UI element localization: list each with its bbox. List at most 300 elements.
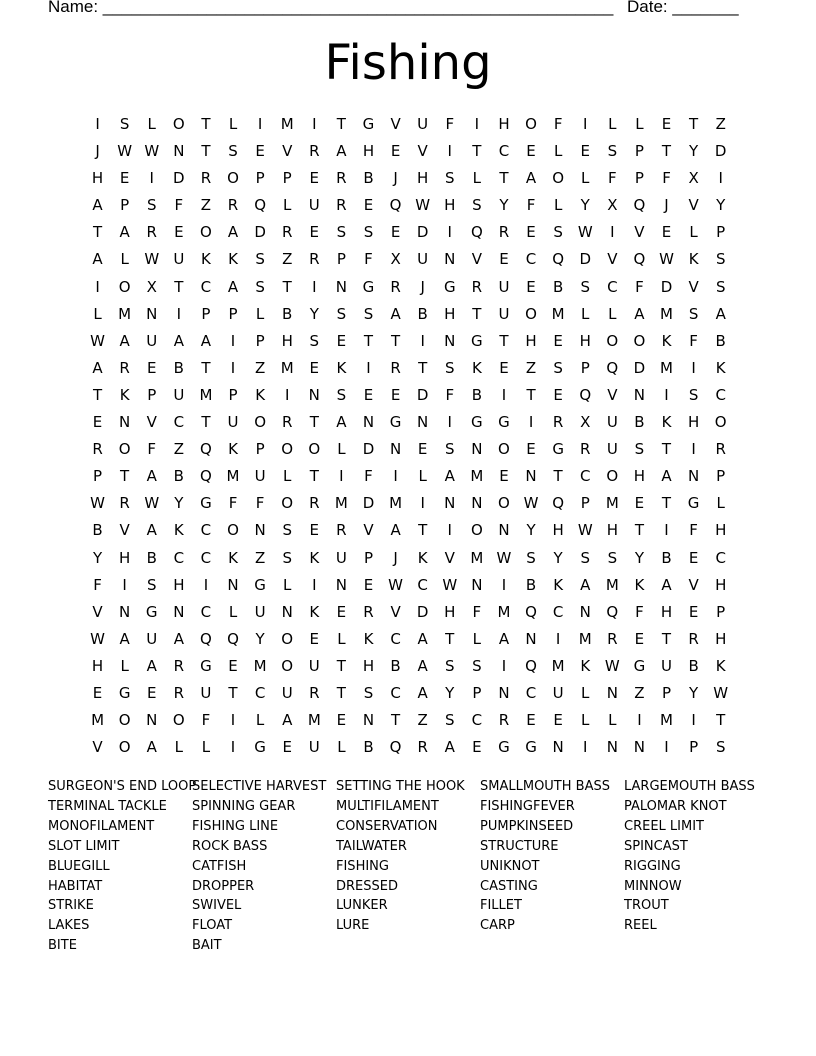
grid-letter[interactable]: H bbox=[444, 304, 456, 323]
grid-letter[interactable]: C bbox=[607, 277, 618, 296]
grid-letter[interactable]: R bbox=[552, 413, 564, 432]
grid-letter[interactable]: P bbox=[634, 169, 644, 188]
grid-letter[interactable]: W bbox=[90, 494, 105, 513]
grid-letter[interactable]: M bbox=[199, 385, 213, 404]
grid-letter[interactable]: G bbox=[145, 602, 158, 621]
grid-letter[interactable]: R bbox=[281, 223, 293, 242]
grid-letter[interactable]: H bbox=[91, 169, 104, 188]
grid-letter[interactable]: S bbox=[336, 385, 347, 404]
grid-letter[interactable]: S bbox=[607, 548, 618, 567]
grid-letter[interactable]: K bbox=[688, 250, 699, 269]
grid-letter[interactable]: F bbox=[553, 115, 563, 133]
grid-letter[interactable]: I bbox=[691, 440, 696, 459]
grid-letter[interactable]: S bbox=[715, 738, 726, 757]
grid-letter[interactable]: L bbox=[581, 304, 590, 323]
grid-letter[interactable]: W bbox=[523, 494, 539, 513]
grid-letter[interactable]: T bbox=[363, 331, 374, 350]
grid-letter[interactable]: A bbox=[92, 250, 103, 269]
grid-letter[interactable]: W bbox=[144, 494, 160, 513]
grid-letter[interactable]: G bbox=[389, 413, 402, 432]
grid-letter[interactable]: R bbox=[715, 440, 726, 459]
grid-letter[interactable]: R bbox=[173, 683, 185, 702]
grid-letter[interactable]: N bbox=[471, 440, 483, 459]
grid-letter[interactable]: S bbox=[472, 656, 482, 675]
grid-letter[interactable]: T bbox=[526, 385, 536, 404]
grid-letter[interactable]: I bbox=[664, 385, 669, 404]
grid-letter[interactable]: N bbox=[173, 142, 185, 161]
grid-letter[interactable]: F bbox=[472, 602, 482, 621]
grid-letter[interactable]: K bbox=[715, 656, 726, 675]
grid-letter[interactable]: J bbox=[420, 277, 425, 296]
grid-letter[interactable]: G bbox=[687, 494, 700, 513]
grid-letter[interactable]: G bbox=[443, 277, 456, 296]
grid-letter[interactable]: I bbox=[474, 115, 480, 133]
grid-letter[interactable]: O bbox=[172, 115, 185, 133]
grid-letter[interactable]: N bbox=[633, 738, 646, 757]
grid-letter[interactable]: Z bbox=[525, 358, 537, 377]
grid-letter[interactable]: I bbox=[718, 169, 723, 188]
grid-letter[interactable]: O bbox=[470, 521, 483, 540]
grid-letter[interactable]: L bbox=[635, 115, 644, 133]
grid-letter[interactable]: U bbox=[254, 467, 266, 486]
grid-letter[interactable]: W bbox=[117, 142, 133, 161]
grid-letter[interactable]: B bbox=[390, 656, 401, 675]
grid-letter[interactable]: Q bbox=[633, 196, 646, 215]
grid-letter[interactable]: I bbox=[312, 115, 317, 133]
grid-letter[interactable]: C bbox=[579, 467, 591, 486]
grid-letter[interactable]: M bbox=[497, 602, 511, 621]
grid-letter[interactable]: I bbox=[447, 142, 452, 161]
grid-letter[interactable]: V bbox=[282, 142, 293, 161]
grid-letter[interactable]: P bbox=[255, 331, 265, 350]
grid-letter[interactable]: D bbox=[660, 277, 673, 296]
grid-letter[interactable]: E bbox=[309, 358, 320, 377]
grid-letter[interactable]: L bbox=[255, 711, 265, 730]
grid-letter[interactable]: G bbox=[118, 683, 131, 702]
grid-letter[interactable]: T bbox=[553, 467, 563, 486]
grid-letter[interactable]: O bbox=[714, 413, 727, 432]
grid-letter[interactable]: N bbox=[498, 521, 510, 540]
grid-letter[interactable]: R bbox=[309, 494, 320, 513]
grid-letter[interactable]: O bbox=[525, 304, 537, 323]
grid-letter[interactable]: H bbox=[579, 331, 591, 350]
grid-letter[interactable]: E bbox=[92, 683, 103, 702]
grid-letter[interactable]: N bbox=[444, 494, 456, 513]
grid-letter[interactable]: Y bbox=[526, 521, 536, 540]
grid-letter[interactable]: V bbox=[92, 738, 103, 757]
grid-letter[interactable]: G bbox=[633, 656, 646, 675]
grid-letter[interactable]: G bbox=[362, 277, 375, 296]
grid-letter[interactable]: G bbox=[362, 115, 375, 133]
grid-letter[interactable]: T bbox=[120, 467, 130, 486]
grid-letter[interactable]: C bbox=[498, 142, 510, 161]
grid-letter[interactable]: H bbox=[91, 656, 104, 675]
grid-letter[interactable]: Q bbox=[633, 250, 646, 269]
grid-letter[interactable]: F bbox=[689, 521, 698, 540]
grid-letter[interactable]: T bbox=[228, 683, 238, 702]
grid-letter[interactable]: N bbox=[687, 467, 700, 486]
grid-letter[interactable]: N bbox=[633, 385, 646, 404]
grid-letter[interactable]: T bbox=[201, 413, 211, 432]
grid-letter[interactable]: M bbox=[551, 304, 565, 323]
grid-letter[interactable]: F bbox=[228, 494, 238, 513]
grid-letter[interactable]: M bbox=[551, 656, 565, 675]
grid-letter[interactable]: N bbox=[444, 250, 456, 269]
grid-letter[interactable]: V bbox=[390, 602, 401, 621]
grid-letter[interactable]: W bbox=[144, 142, 160, 161]
grid-letter[interactable]: N bbox=[498, 683, 510, 702]
grid-letter[interactable]: A bbox=[661, 575, 672, 594]
grid-letter[interactable]: V bbox=[607, 385, 618, 404]
grid-letter[interactable]: D bbox=[416, 602, 429, 621]
grid-letter[interactable]: R bbox=[227, 196, 239, 215]
grid-letter[interactable]: R bbox=[417, 738, 428, 757]
grid-letter[interactable]: P bbox=[634, 142, 644, 161]
grid-letter[interactable]: S bbox=[336, 304, 347, 323]
grid-letter[interactable]: L bbox=[472, 169, 482, 188]
grid-letter[interactable]: L bbox=[174, 738, 183, 757]
grid-letter[interactable]: V bbox=[444, 548, 455, 567]
grid-letter[interactable]: W bbox=[496, 548, 512, 567]
grid-letter[interactable]: K bbox=[661, 413, 672, 432]
grid-letter[interactable]: B bbox=[525, 575, 537, 594]
grid-letter[interactable]: L bbox=[201, 738, 211, 757]
grid-letter[interactable]: M bbox=[389, 494, 403, 513]
grid-letter[interactable]: T bbox=[92, 385, 103, 404]
grid-letter[interactable]: O bbox=[525, 115, 537, 133]
grid-letter[interactable]: T bbox=[661, 494, 672, 513]
grid-letter[interactable]: I bbox=[501, 575, 507, 594]
grid-letter[interactable]: P bbox=[363, 548, 373, 567]
grid-letter[interactable]: M bbox=[280, 115, 294, 133]
grid-letter[interactable]: V bbox=[363, 521, 374, 540]
grid-letter[interactable]: R bbox=[146, 223, 157, 242]
grid-letter[interactable]: B bbox=[146, 548, 157, 567]
grid-letter[interactable]: S bbox=[255, 250, 265, 269]
grid-letter[interactable]: C bbox=[390, 683, 401, 702]
grid-letter[interactable]: U bbox=[606, 413, 618, 432]
grid-letter[interactable]: W bbox=[144, 250, 160, 269]
grid-letter[interactable]: N bbox=[606, 738, 618, 757]
grid-letter[interactable]: G bbox=[471, 331, 483, 350]
grid-letter[interactable]: E bbox=[526, 440, 536, 459]
grid-letter[interactable]: U bbox=[173, 385, 185, 404]
grid-letter[interactable]: E bbox=[661, 223, 672, 242]
grid-letter[interactable]: G bbox=[498, 738, 510, 757]
grid-letter[interactable]: L bbox=[553, 196, 563, 215]
grid-letter[interactable]: A bbox=[417, 683, 428, 702]
grid-letter[interactable]: T bbox=[201, 142, 211, 161]
grid-letter[interactable]: N bbox=[471, 494, 483, 513]
grid-letter[interactable]: Y bbox=[689, 142, 699, 161]
grid-letter[interactable]: L bbox=[581, 711, 590, 730]
grid-letter[interactable]: B bbox=[661, 548, 672, 567]
grid-letter[interactable]: A bbox=[661, 467, 672, 486]
grid-letter[interactable]: K bbox=[661, 331, 672, 350]
grid-letter[interactable]: L bbox=[472, 629, 482, 648]
grid-letter[interactable]: E bbox=[580, 142, 590, 161]
grid-letter[interactable]: F bbox=[526, 196, 536, 215]
grid-letter[interactable]: D bbox=[362, 440, 375, 459]
grid-letter[interactable]: S bbox=[363, 683, 374, 702]
grid-letter[interactable]: T bbox=[445, 629, 455, 648]
grid-letter[interactable]: A bbox=[227, 223, 239, 242]
grid-letter[interactable]: B bbox=[92, 521, 103, 540]
grid-letter[interactable]: I bbox=[95, 277, 100, 296]
grid-letter[interactable]: L bbox=[608, 115, 617, 133]
grid-letter[interactable]: G bbox=[525, 738, 537, 757]
grid-letter[interactable]: H bbox=[715, 629, 727, 648]
grid-letter[interactable]: I bbox=[257, 115, 263, 133]
grid-letter[interactable]: P bbox=[580, 358, 590, 377]
grid-letter[interactable]: F bbox=[635, 602, 644, 621]
grid-letter[interactable]: L bbox=[120, 656, 129, 675]
grid-letter[interactable]: B bbox=[363, 169, 374, 188]
grid-letter[interactable]: K bbox=[228, 440, 238, 459]
grid-letter[interactable]: I bbox=[664, 521, 669, 540]
grid-letter[interactable]: E bbox=[417, 440, 428, 459]
grid-letter[interactable]: E bbox=[526, 277, 536, 296]
grid-letter[interactable]: L bbox=[228, 602, 238, 621]
grid-letter[interactable]: R bbox=[336, 169, 347, 188]
grid-letter[interactable]: Q bbox=[552, 494, 565, 513]
grid-letter[interactable]: O bbox=[308, 440, 321, 459]
grid-letter[interactable]: R bbox=[173, 656, 185, 675]
grid-letter[interactable]: Q bbox=[389, 738, 402, 757]
grid-letter[interactable]: M bbox=[280, 358, 294, 377]
grid-letter[interactable]: R bbox=[471, 277, 483, 296]
grid-letter[interactable]: E bbox=[634, 494, 645, 513]
grid-letter[interactable]: I bbox=[583, 115, 588, 133]
grid-letter[interactable]: I bbox=[230, 738, 236, 757]
grid-letter[interactable]: W bbox=[90, 629, 105, 648]
grid-letter[interactable]: I bbox=[501, 656, 507, 675]
grid-letter[interactable]: S bbox=[119, 115, 130, 133]
grid-letter[interactable]: E bbox=[390, 223, 401, 242]
grid-letter[interactable]: R bbox=[390, 277, 401, 296]
grid-letter[interactable]: N bbox=[444, 331, 456, 350]
grid-letter[interactable]: R bbox=[309, 142, 320, 161]
grid-letter[interactable]: I bbox=[691, 358, 696, 377]
grid-letter[interactable]: E bbox=[282, 738, 292, 757]
grid-letter[interactable]: U bbox=[146, 629, 158, 648]
grid-letter[interactable]: M bbox=[605, 575, 619, 594]
grid-letter[interactable]: N bbox=[417, 413, 429, 432]
grid-letter[interactable]: H bbox=[525, 331, 537, 350]
grid-letter[interactable]: O bbox=[172, 711, 185, 730]
grid-letter[interactable]: U bbox=[146, 331, 158, 350]
grid-letter[interactable]: N bbox=[362, 711, 375, 730]
grid-letter[interactable]: R bbox=[119, 358, 130, 377]
grid-letter[interactable]: L bbox=[283, 467, 292, 486]
grid-letter[interactable]: K bbox=[336, 358, 347, 377]
grid-letter[interactable]: V bbox=[119, 521, 130, 540]
grid-letter[interactable]: O bbox=[552, 169, 565, 188]
grid-letter[interactable]: A bbox=[444, 738, 455, 757]
grid-letter[interactable]: N bbox=[525, 467, 537, 486]
grid-letter[interactable]: V bbox=[688, 575, 699, 594]
grid-letter[interactable]: E bbox=[526, 223, 536, 242]
grid-letter[interactable]: C bbox=[200, 602, 212, 621]
grid-letter[interactable]: Y bbox=[689, 683, 699, 702]
grid-letter[interactable]: L bbox=[93, 304, 102, 323]
grid-letter[interactable]: T bbox=[418, 521, 428, 540]
grid-letter[interactable]: X bbox=[146, 277, 157, 296]
grid-letter[interactable]: V bbox=[688, 277, 699, 296]
grid-letter[interactable]: F bbox=[635, 277, 644, 296]
grid-letter[interactable]: I bbox=[501, 385, 507, 404]
grid-letter[interactable]: Z bbox=[634, 683, 645, 702]
grid-letter[interactable]: D bbox=[416, 385, 429, 404]
grid-letter[interactable]: O bbox=[281, 629, 294, 648]
grid-letter[interactable]: M bbox=[605, 494, 619, 513]
grid-letter[interactable]: A bbox=[200, 331, 212, 350]
grid-letter[interactable]: Z bbox=[200, 196, 212, 215]
grid-letter[interactable]: U bbox=[606, 440, 618, 459]
grid-letter[interactable]: X bbox=[580, 413, 591, 432]
grid-letter[interactable]: O bbox=[118, 277, 131, 296]
grid-letter[interactable]: S bbox=[282, 548, 292, 567]
grid-letter[interactable]: G bbox=[200, 494, 212, 513]
grid-letter[interactable]: K bbox=[634, 575, 645, 594]
grid-letter[interactable]: S bbox=[472, 196, 482, 215]
grid-letter[interactable]: S bbox=[146, 575, 157, 594]
grid-letter[interactable]: S bbox=[445, 440, 455, 459]
grid-letter[interactable]: I bbox=[284, 385, 290, 404]
grid-letter[interactable]: R bbox=[336, 196, 347, 215]
grid-letter[interactable]: E bbox=[255, 142, 265, 161]
grid-letter[interactable]: N bbox=[525, 629, 537, 648]
grid-letter[interactable]: G bbox=[254, 575, 266, 594]
grid-letter[interactable]: S bbox=[580, 277, 590, 296]
grid-letter[interactable]: F bbox=[608, 169, 617, 188]
grid-letter[interactable]: Y bbox=[255, 629, 265, 648]
grid-letter[interactable]: Y bbox=[92, 548, 103, 567]
grid-letter[interactable]: O bbox=[633, 331, 646, 350]
grid-letter[interactable]: R bbox=[688, 629, 699, 648]
grid-letter[interactable]: R bbox=[309, 250, 320, 269]
grid-letter[interactable]: G bbox=[498, 413, 510, 432]
grid-letter[interactable]: Z bbox=[173, 440, 184, 459]
grid-letter[interactable]: U bbox=[498, 277, 510, 296]
grid-letter[interactable]: S bbox=[580, 548, 590, 567]
grid-letter[interactable]: G bbox=[552, 440, 564, 459]
grid-letter[interactable]: S bbox=[445, 169, 455, 188]
grid-letter[interactable]: T bbox=[499, 331, 509, 350]
grid-letter[interactable]: G bbox=[200, 656, 212, 675]
grid-letter[interactable]: E bbox=[688, 548, 699, 567]
grid-letter[interactable]: V bbox=[390, 115, 401, 133]
grid-letter[interactable]: M bbox=[470, 548, 484, 567]
grid-letter[interactable]: A bbox=[173, 629, 184, 648]
grid-letter[interactable]: O bbox=[227, 521, 239, 540]
grid-letter[interactable]: H bbox=[498, 115, 510, 133]
grid-letter[interactable]: Z bbox=[417, 711, 428, 730]
grid-letter[interactable]: D bbox=[714, 142, 727, 161]
grid-letter[interactable]: F bbox=[201, 711, 211, 730]
grid-letter[interactable]: M bbox=[470, 467, 484, 486]
grid-letter[interactable]: U bbox=[498, 304, 510, 323]
grid-letter[interactable]: I bbox=[420, 331, 425, 350]
grid-letter[interactable]: A bbox=[146, 738, 157, 757]
grid-letter[interactable]: C bbox=[173, 413, 185, 432]
grid-letter[interactable]: H bbox=[119, 548, 131, 567]
grid-letter[interactable]: Y bbox=[445, 683, 455, 702]
grid-letter[interactable]: W bbox=[659, 250, 674, 269]
grid-letter[interactable]: N bbox=[389, 440, 402, 459]
grid-letter[interactable]: A bbox=[390, 521, 401, 540]
grid-letter[interactable]: M bbox=[307, 711, 321, 730]
grid-letter[interactable]: T bbox=[201, 358, 211, 377]
grid-letter[interactable]: M bbox=[226, 467, 240, 486]
grid-letter[interactable]: T bbox=[309, 467, 319, 486]
grid-letter[interactable]: U bbox=[254, 602, 266, 621]
grid-letter[interactable]: C bbox=[200, 277, 212, 296]
grid-letter[interactable]: A bbox=[173, 331, 184, 350]
grid-letter[interactable]: P bbox=[93, 467, 103, 486]
grid-letter[interactable]: K bbox=[471, 358, 482, 377]
grid-letter[interactable]: J bbox=[95, 142, 100, 161]
grid-letter[interactable]: E bbox=[92, 413, 103, 432]
grid-letter[interactable]: E bbox=[526, 142, 536, 161]
grid-letter[interactable]: I bbox=[312, 277, 317, 296]
grid-letter[interactable]: V bbox=[471, 250, 482, 269]
grid-letter[interactable]: S bbox=[255, 277, 265, 296]
grid-letter[interactable]: E bbox=[661, 115, 672, 133]
grid-letter[interactable]: F bbox=[662, 169, 671, 188]
grid-letter[interactable]: N bbox=[606, 683, 618, 702]
grid-letter[interactable]: K bbox=[553, 575, 564, 594]
grid-letter[interactable]: T bbox=[336, 683, 346, 702]
grid-letter[interactable]: E bbox=[309, 169, 320, 188]
grid-letter[interactable]: I bbox=[420, 494, 425, 513]
grid-letter[interactable]: T bbox=[661, 629, 672, 648]
grid-letter[interactable]: T bbox=[472, 142, 482, 161]
grid-letter[interactable]: K bbox=[228, 548, 238, 567]
grid-letter[interactable]: A bbox=[119, 223, 130, 242]
grid-letter[interactable]: N bbox=[119, 602, 131, 621]
grid-letter[interactable]: C bbox=[525, 250, 537, 269]
grid-letter[interactable]: Q bbox=[470, 223, 483, 242]
grid-letter[interactable]: E bbox=[336, 711, 347, 730]
grid-letter[interactable]: M bbox=[334, 494, 348, 513]
grid-letter[interactable]: K bbox=[309, 602, 320, 621]
grid-letter[interactable]: H bbox=[715, 521, 727, 540]
grid-letter[interactable]: L bbox=[255, 304, 265, 323]
grid-letter[interactable]: E bbox=[390, 142, 401, 161]
grid-letter[interactable]: V bbox=[688, 196, 699, 215]
grid-letter[interactable]: H bbox=[552, 521, 564, 540]
grid-letter[interactable]: U bbox=[308, 656, 320, 675]
grid-letter[interactable]: R bbox=[363, 602, 374, 621]
grid-letter[interactable]: V bbox=[146, 413, 157, 432]
grid-letter[interactable]: S bbox=[688, 304, 699, 323]
grid-letter[interactable]: D bbox=[362, 494, 375, 513]
grid-letter[interactable]: H bbox=[362, 656, 375, 675]
grid-letter[interactable]: C bbox=[200, 521, 212, 540]
grid-letter[interactable]: N bbox=[146, 711, 158, 730]
grid-letter[interactable]: L bbox=[418, 467, 427, 486]
grid-letter[interactable]: P bbox=[282, 169, 292, 188]
grid-letter[interactable]: T bbox=[309, 413, 319, 432]
grid-letter[interactable]: Z bbox=[254, 358, 266, 377]
grid-letter[interactable]: W bbox=[442, 575, 458, 594]
grid-letter[interactable]: T bbox=[201, 115, 211, 133]
grid-letter[interactable]: S bbox=[336, 223, 347, 242]
grid-letter[interactable]: A bbox=[146, 467, 157, 486]
grid-letter[interactable]: D bbox=[633, 358, 646, 377]
grid-letter[interactable]: Q bbox=[552, 250, 565, 269]
